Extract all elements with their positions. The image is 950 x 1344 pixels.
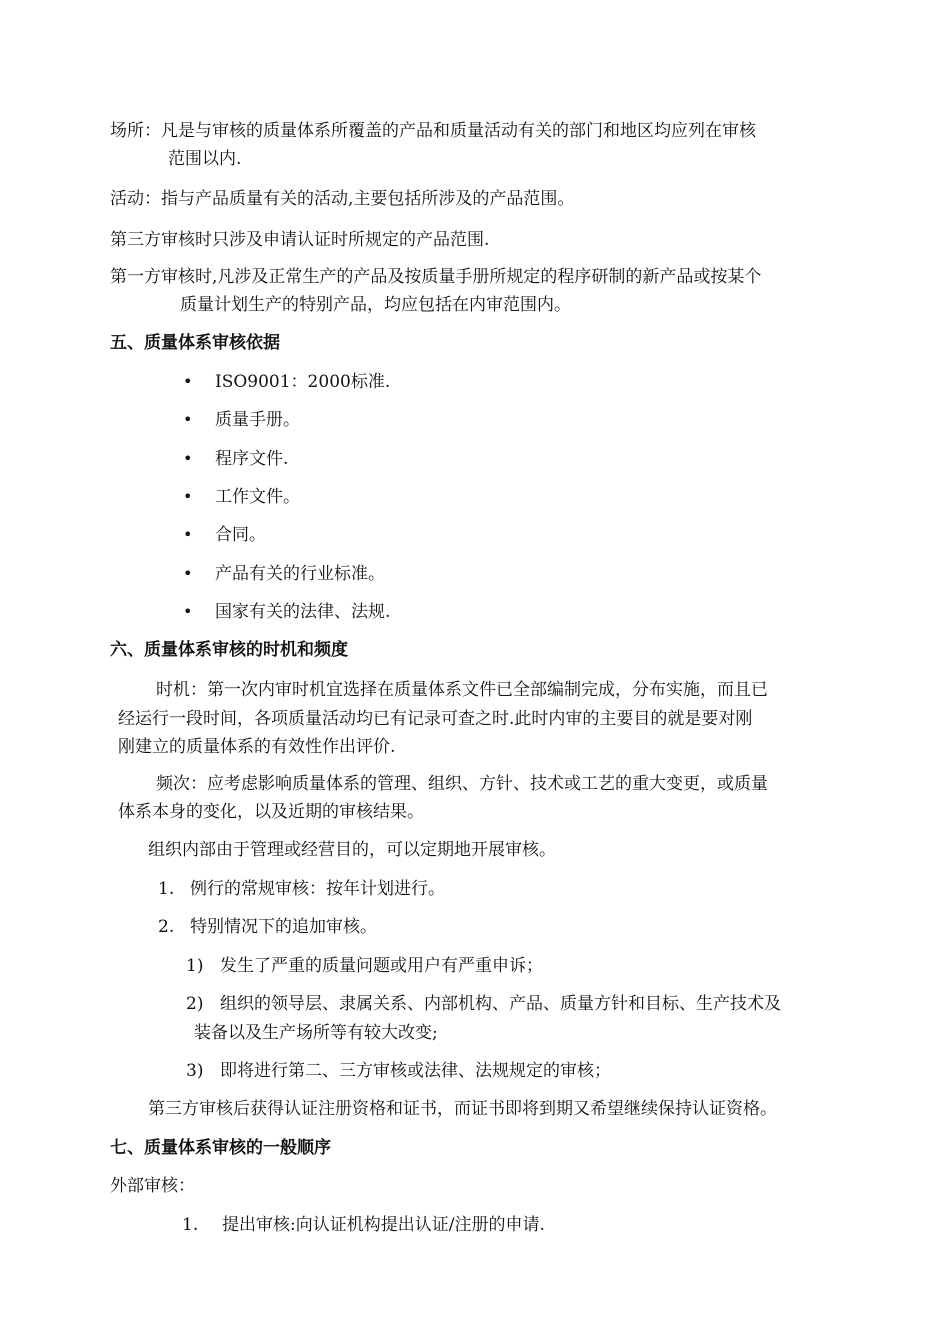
basis-item: 产品有关的行业标准。 [215, 564, 385, 584]
basis-item: 程序文件. [215, 449, 289, 469]
basis-item: 质量手册。 [215, 410, 300, 430]
timing-paragraph: 时机：第一次内审时机宜选择在质量体系文件已全部编制完成，分布实施，而且已 [156, 680, 768, 700]
audit-type-item: 特别情况下的追加审核。 [190, 917, 377, 937]
bullet-icon: • [183, 487, 193, 506]
place-text: 凡是与审核的质量体系所覆盖的产品和质量活动有关的部门和地区均应列在审核 [161, 121, 756, 141]
third-party-paragraph: 第三方审核时只涉及申请认证时所规定的产品范围. [110, 230, 490, 250]
sub-list-item: 即将进行第二、三方审核或法律、法规规定的审核； [220, 1061, 611, 1081]
basis-item: 合同。 [215, 525, 266, 545]
audit-type-item: 例行的常规审核：按年计划进行。 [190, 879, 445, 899]
sub-list-number: 3) [186, 1061, 204, 1081]
first-party-paragraph: 第一方审核时,凡涉及正常生产的产品及按质量手册所规定的程序研制的新产品或按某个 [110, 267, 762, 287]
bullet-icon: • [183, 372, 193, 391]
activity-label: 活动： [110, 189, 161, 209]
certification-paragraph: 第三方审核后获得认证注册资格和证书，而证书即将到期又希望继续保持认证资格。 [148, 1099, 777, 1119]
activity-text: 指与产品质量有关的活动,主要包括所涉及的产品范围。 [161, 189, 575, 209]
timing-paragraph-continued: 刚建立的质量体系的有效性作出评价. [118, 737, 396, 757]
basis-item: ISO9001：2000标准. [215, 372, 391, 392]
sub-list-number: 2) [186, 994, 204, 1014]
sub-list-item: 组织的领导层、隶属关系、内部机构、产品、质量方针和目标、生产技术及 [220, 994, 781, 1014]
bullet-icon: • [183, 525, 193, 544]
first-party-paragraph-continued: 质量计划生产的特别产品，均应包括在内审范围内。 [180, 295, 571, 315]
basis-item: 工作文件。 [215, 487, 300, 507]
list-number: 1. [182, 1215, 199, 1235]
section-6-heading: 六、质量体系审核的时机和频度 [110, 640, 348, 660]
place-paragraph [110, 119, 756, 143]
bullet-icon: • [183, 602, 193, 621]
sub-list-number: 1) [186, 956, 204, 976]
sub-list-item-continued: 装备以及生产场所等有较大改变; [194, 1023, 438, 1043]
external-audit-label: 外部审核： [110, 1176, 195, 1196]
frequency-paragraph: 频次：应考虑影响质量体系的管理、组织、方针、技术或工艺的重大变更，或质量 [156, 774, 768, 794]
bullet-icon: • [183, 449, 193, 468]
list-number: 2. [158, 917, 175, 937]
section-5-heading: 五、质量体系审核依据 [110, 333, 280, 353]
bullet-icon: • [183, 410, 193, 429]
place-label: 场所： [110, 121, 161, 141]
list-number: 1. [158, 879, 175, 899]
timing-paragraph-continued: 经运行一段时间，各项质量活动均已有记录可查之时.此时内审的主要目的就是要对刚 [118, 709, 753, 729]
organization-paragraph: 组织内部由于管理或经营目的，可以定期地开展审核。 [148, 840, 556, 860]
sub-list-item: 发生了严重的质量问题或用户有严重申诉； [220, 956, 543, 976]
frequency-paragraph-continued: 体系本身的变化，以及近期的审核结果。 [118, 802, 424, 822]
place-text-continued: 范围以内. [168, 149, 242, 169]
procedure-step: 提出审核:向认证机构提出认证/注册的申请. [222, 1215, 545, 1235]
activity-paragraph [110, 187, 574, 211]
section-7-heading: 七、质量体系审核的一般顺序 [110, 1138, 331, 1158]
bullet-icon: • [183, 564, 193, 583]
basis-item: 国家有关的法律、法规. [215, 602, 391, 622]
